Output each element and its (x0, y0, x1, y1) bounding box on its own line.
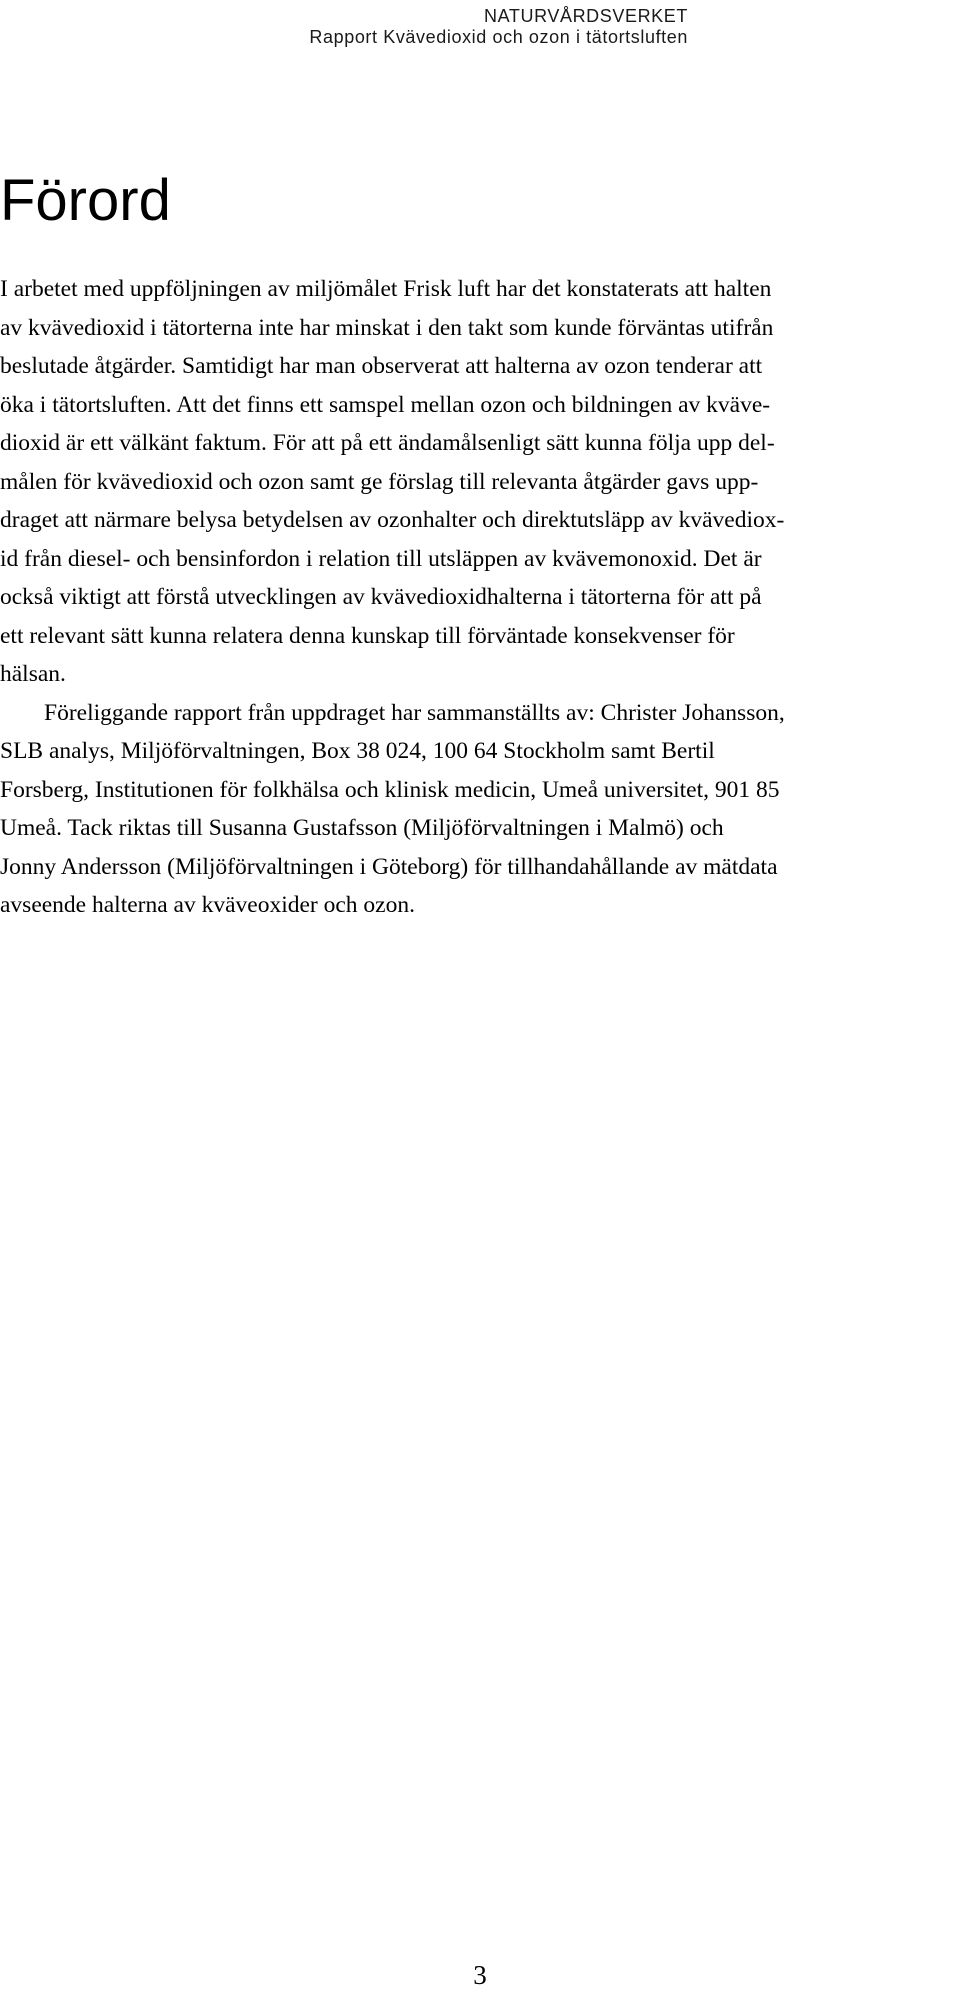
page-title: Förord (0, 168, 171, 233)
text-line: av kvävedioxid i tätorterna inte har minskat i den takt som kunde förväntas utifrån (0, 314, 774, 341)
text-line: dioxid är ett välkänt faktum. För att på ett ändamålsenligt sätt kunna följa upp del- (0, 430, 775, 456)
running-header (309, 6, 688, 48)
header-report-title: Rapport Kvävedioxid och ozon i tätortsluften (309, 27, 688, 47)
text-line: I arbetet med uppföljningen av miljömålet Frisk luft har det konstaterats att halten (0, 276, 772, 302)
page-number: 3 (473, 1960, 487, 1990)
text-line: målen för kvävedioxid och ozon samt ge förslag till relevanta åtgärder gavs upp- (0, 468, 759, 495)
text-line: SLB analys, Miljöförvaltningen, Box 38 024, 100 64 Stockholm samt Bertil (0, 738, 715, 764)
text-line: id från diesel- och bensinfordon i relation till utsläppen av kvävemonoxid. Det är (0, 545, 762, 572)
text-line: Jonny Andersson (Miljöförvaltningen i Göteborg) för tillhandahållande av mätdata (0, 853, 778, 880)
text-line: ett relevant sätt kunna relatera denna kunskap till förväntade konsekvenser för (0, 622, 735, 649)
text-line: beslutade åtgärder. Samtidigt har man observerat att halterna av ozon tenderar att (0, 353, 763, 379)
text-line: Föreliggande rapport från uppdraget har sammanställts av: Christer Johansson, (44, 699, 785, 726)
paragraph-1 (0, 270, 960, 694)
text-line: avseende halterna av kväveoxider och ozon. (0, 892, 415, 918)
text-line: Forsberg, Institutionen för folkhälsa och klinisk medicin, Umeå universitet, 901 85 (0, 776, 780, 803)
body-text (0, 270, 960, 925)
text-line: Umeå. Tack riktas till Susanna Gustafsson (Miljöförvaltningen i Malmö) och (0, 815, 724, 841)
text-line: draget att närmare belysa betydelsen av ozonhalter och direktutsläpp av kvävediox- (0, 507, 785, 533)
paragraph-2 (0, 694, 960, 925)
text-line: också viktigt att förstå utvecklingen av kvävedioxidhalterna i tätorterna för att på (0, 584, 762, 610)
text-line: hälsan. (0, 661, 66, 687)
header-org: NATURVÅRDSVERKET (484, 6, 688, 26)
text-line: öka i tätortsluften. Att det finns ett samspel mellan ozon och bildningen av kväve- (0, 391, 771, 418)
